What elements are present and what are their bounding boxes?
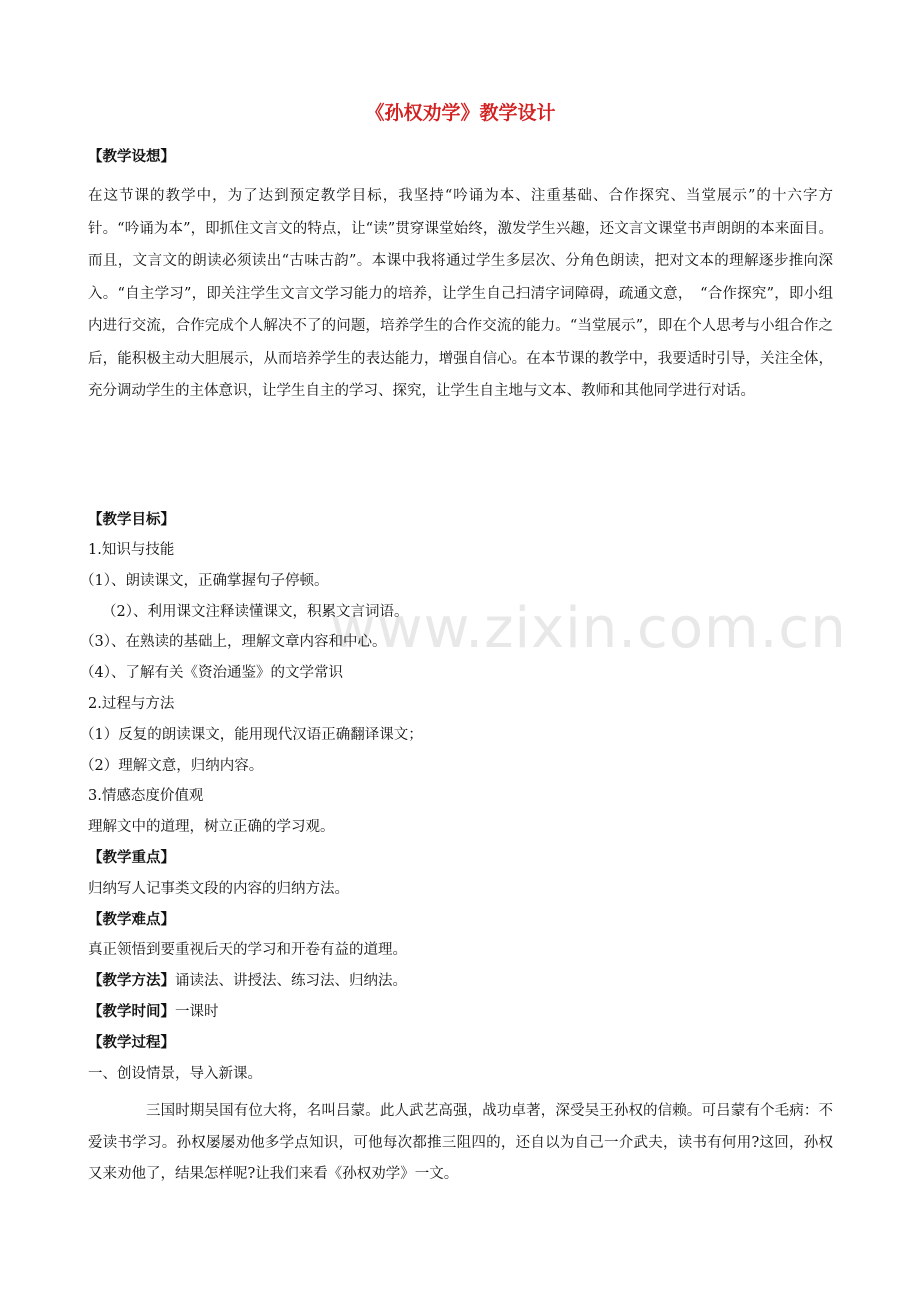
method-line (88, 971, 407, 991)
goal-emotion-title: 3.情感态度价值观 (88, 788, 204, 804)
heading-teaching-goals: 【教学目标】 (88, 512, 175, 528)
heading-difficulty: 【教学难点】 (88, 912, 175, 928)
goal-process-title: 2.过程与方法 (88, 696, 175, 712)
goal-knowledge-title: 1.知识与技能 (88, 542, 175, 558)
document-page (80, 0, 833, 1302)
time-line (88, 1002, 219, 1022)
watermark: www.zixin.com.cn (330, 596, 847, 661)
goal-knowledge-item-2: （2）、利用课文注释读懂课文，积累文言词语。 (102, 604, 409, 620)
goal-knowledge-item-4: （4）、了解有关《资治通鉴》的文学常识 (80, 665, 343, 681)
document-title: 《孙权劝学》教学设计 (365, 102, 556, 124)
heading-time: 【教学时间】 (88, 1004, 175, 1020)
process-step-1-paragraph: 三国时期吴国有位大将，名叫吕蒙。此人武艺高强，战功卓著，深受吴王孙权的信赖。可吕蒙有个毛病：不爱读书学习。孙权屡屡劝他多学点知识，可他每次都推三阻四的，还自以为自己一介武夫，读书有何用?这回，孙权又来劝他了，结果怎样呢?让我们来看《孙权劝学》一文。 (88, 1103, 833, 1182)
difficulty-text: 真正领悟到要重视后天的学习和开卷有益的道理。 (88, 942, 407, 958)
goal-knowledge-item-1: （1）、朗读课文，正确掌握句子停顿。 (80, 573, 329, 589)
key-point-text: 归纳写人记事类文段的内容的归纳方法。 (88, 881, 349, 897)
time-text: 一课时 (175, 1004, 219, 1020)
goal-process-item-2: （2）理解文意，归纳内容。 (80, 758, 264, 774)
process-step-1: 一、创设情景，导入新课。 (88, 1066, 262, 1082)
goal-emotion-text: 理解文中的道理，树立正确的学习观。 (88, 819, 335, 835)
goal-knowledge-item-3: （3）、在熟读的基础上，理解文章内容和中心。 (80, 634, 387, 650)
heading-process: 【教学过程】 (88, 1035, 175, 1051)
method-text: 诵读法、讲授法、练习法、归纳法。 (175, 973, 407, 989)
heading-teaching-idea: 【教学设想】 (88, 149, 175, 165)
paragraph-teaching-idea: 在这节课的教学中，为了达到预定教学目标，我坚持“吟诵为本、注重基础、合作探究、当堂展示”的十六字方针。“吟诵为本”，即抓住文言文的特点，让“读”贯穿课堂始终，激发学生兴趣，还文言文课堂书声朗朗的本来面目。而且，文言文的朗读必须读出“古味古韵”。本课中我将通过学生多层次、分角色朗读，把对文本的理解逐步推向深入。“自主学习”，即关注学生文言文学习能力的培养，让学生自己扫清字词障碍，疏通文意， “合作探究”，即小组内进行交流，合作完成个人解决不了的问题，培养学生的合作交流的能力。“当堂展示”，即在个人思考与小组合作之后，能积极主动大胆展示，从而培养学生的表达能力，增强自信心。在本节课的教学中，我要适时引导，关注全体，充分调动学生的主体意识，让学生自主的学习、探究，让学生自主地与文本、教师和其他同学进行对话。 (88, 188, 833, 399)
heading-key-point: 【教学重点】 (88, 850, 175, 866)
goal-process-item-1: （1）反复的朗读课文，能用现代汉语正确翻译课文； (80, 727, 423, 743)
heading-method: 【教学方法】 (88, 973, 175, 989)
